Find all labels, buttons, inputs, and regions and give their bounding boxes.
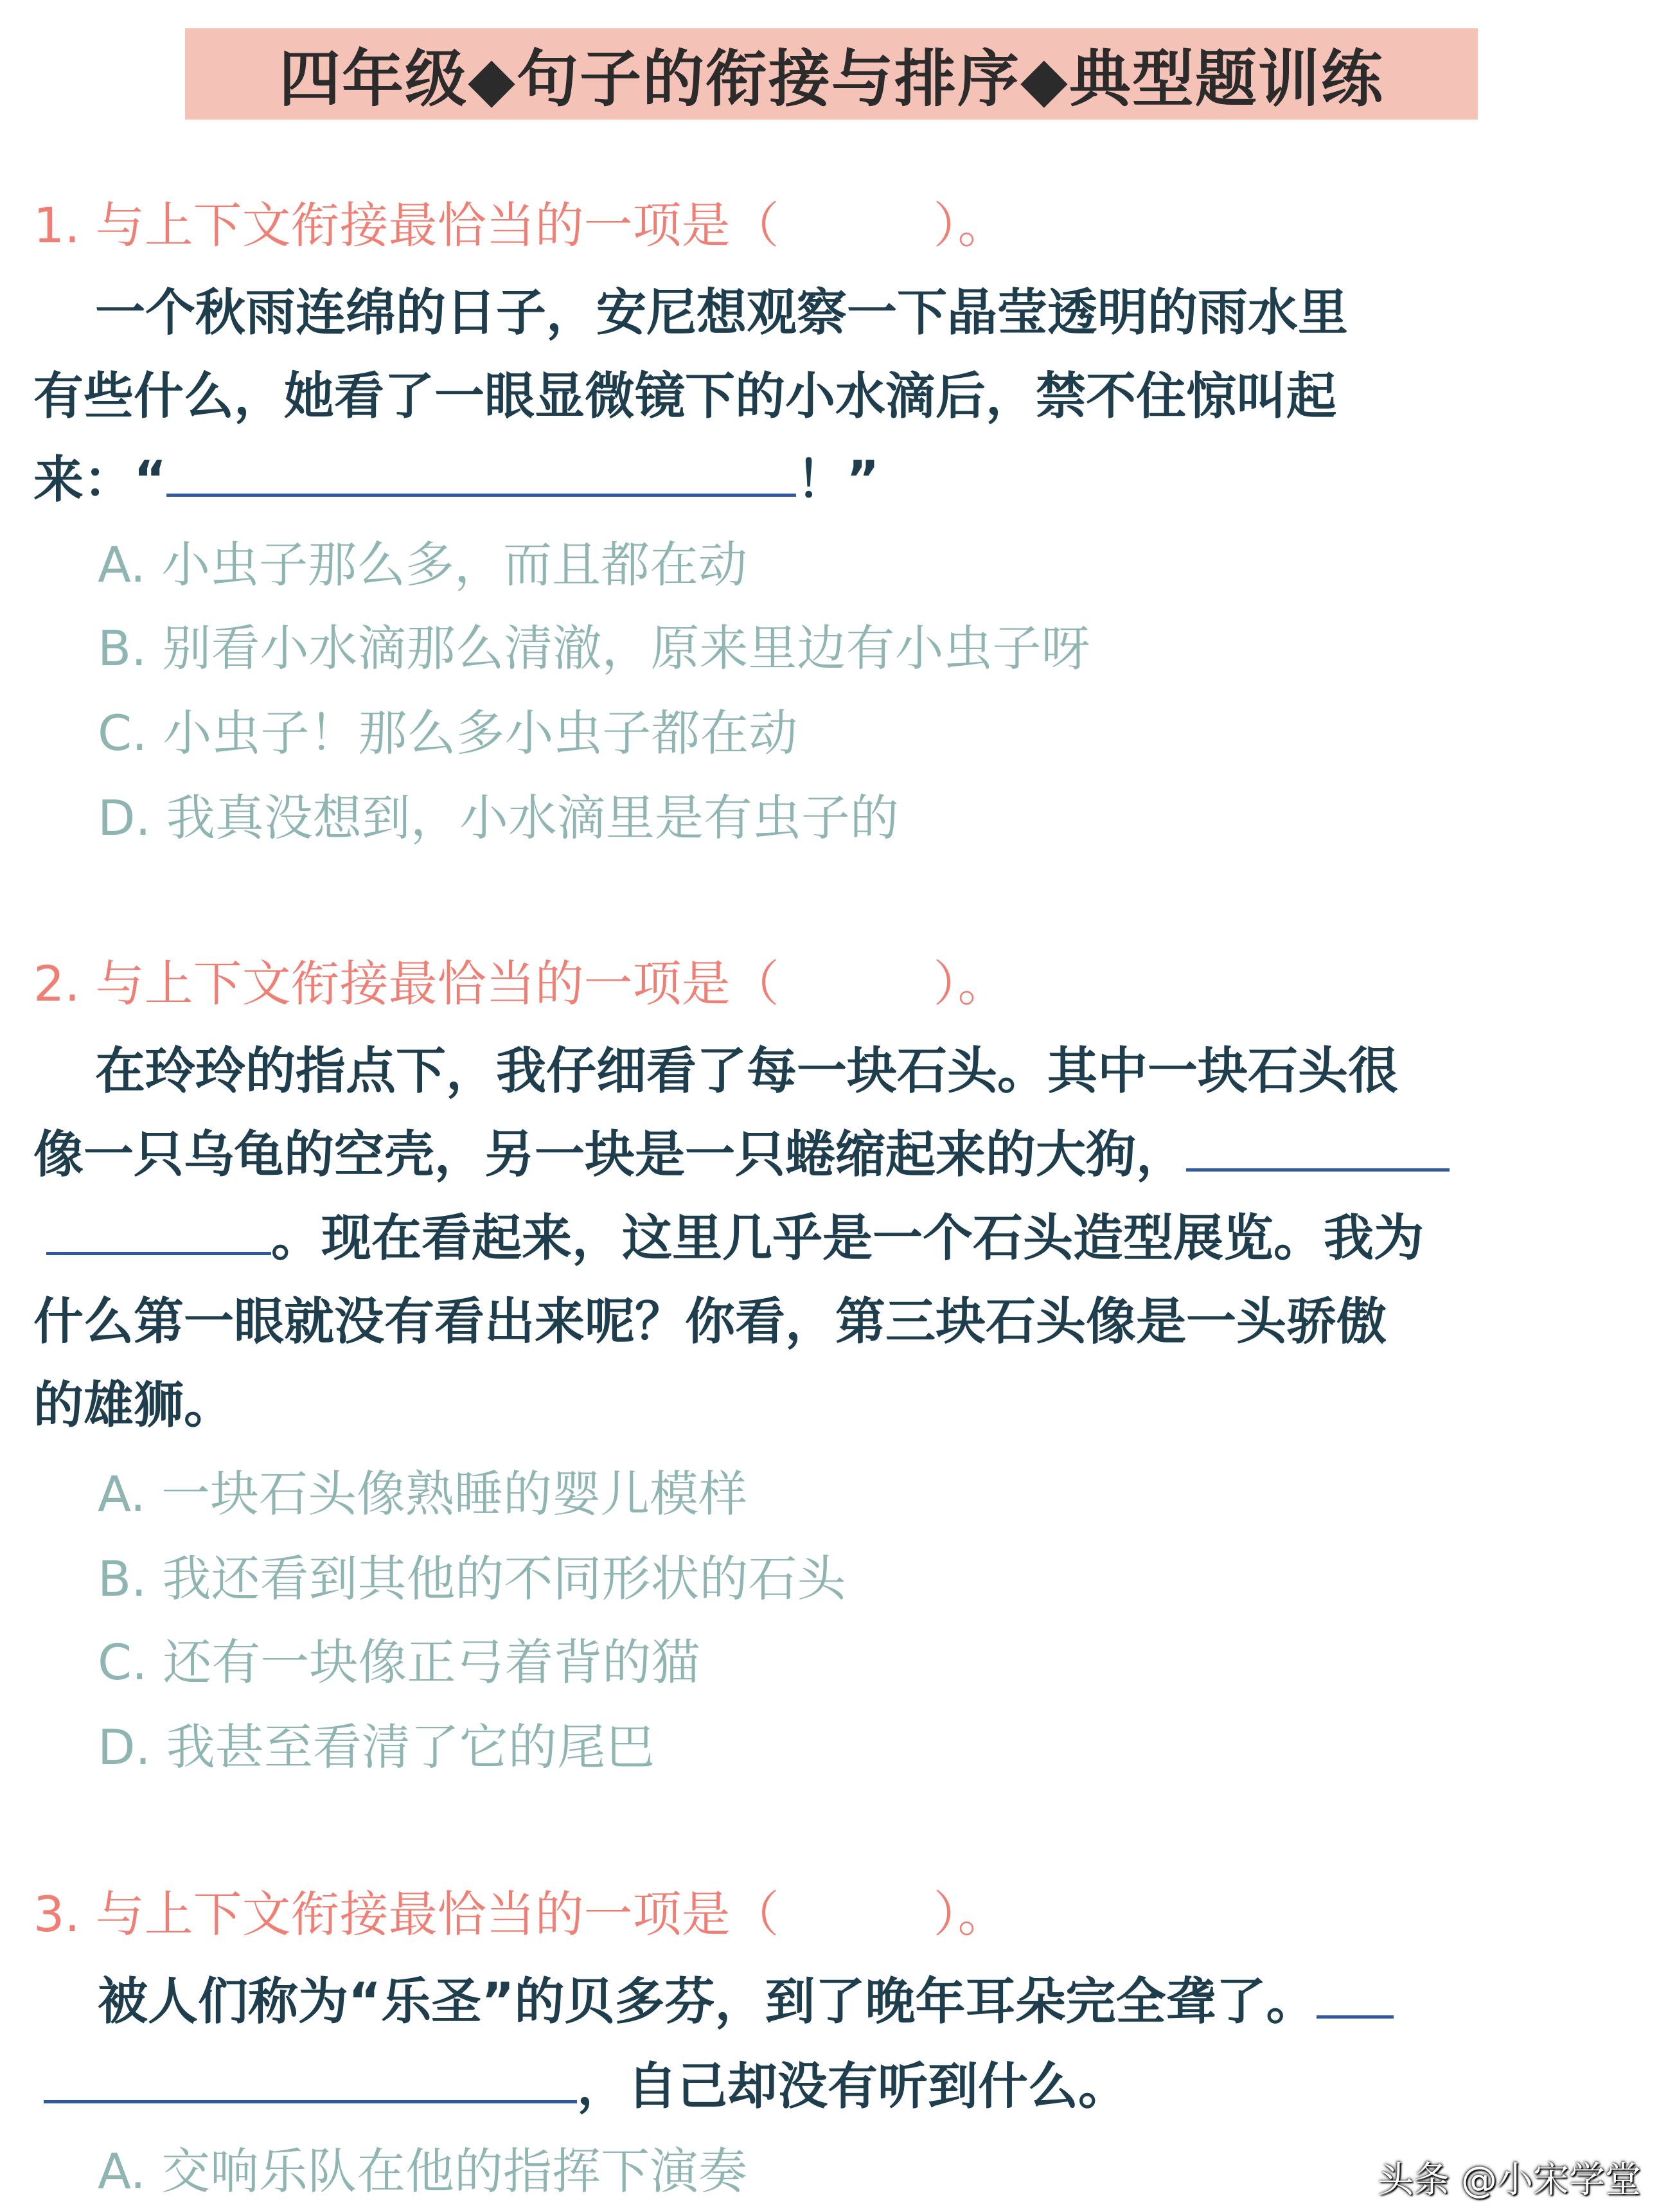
question-1-option-a: A. 小虫子那么多，而且都在动 (98, 536, 747, 593)
question-2-prompt-end: ）。 (933, 955, 1007, 1012)
question-2-line-3-text: 。现在看起来，这里几乎是一个石头造型展览。我为 (271, 1209, 1424, 1267)
question-1-prompt-end: ）。 (933, 197, 1007, 254)
question-2-prompt: 2. 与上下文衔接最恰当的一项是（ (33, 955, 779, 1012)
question-2-line-1: 在玲玲的指点下，我仔细看了每一块石头。其中一块石头很 (95, 1042, 1399, 1100)
fill-blank (166, 449, 796, 497)
fill-blank (44, 2055, 577, 2103)
question-1-line-1: 一个秋雨连绵的日子，安尼想观察一下晶莹透明的雨水里 (95, 284, 1349, 342)
fill-blank (1186, 1123, 1450, 1172)
page-title: 四年级◆句子的衔接与排序◆典型题训练 (279, 42, 1384, 115)
question-2-option-b: B. 我还看到其他的不同形状的石头 (98, 1550, 846, 1607)
question-2-heading (33, 945, 1007, 1015)
title-banner (185, 28, 1478, 120)
question-2-option-d: D. 我甚至看清了它的尾巴 (98, 1718, 655, 1776)
question-1-option-c: C. 小虫子！那么多小虫子都在动 (98, 704, 798, 762)
question-3-line-2-text: ，自己却没有听到什么。 (577, 2058, 1129, 2116)
question-3-option-a: A. 交响乐队在他的指挥下演奏 (98, 2143, 747, 2200)
question-2-option-a: A. 一块石头像熟睡的婴儿模样 (98, 1465, 747, 1522)
question-1-option-b: B. 别看小水滴那么清澈，原来里边有小虫子呀 (98, 620, 1090, 677)
question-2-line-4: 什么第一眼就没有看出来呢？你看，第三块石头像是一头骄傲 (33, 1293, 1387, 1351)
question-3-line-1 (98, 1961, 1394, 2033)
question-2-option-c: C. 还有一块像正弓着背的猫 (98, 1634, 700, 1691)
question-1-line-3 (33, 440, 880, 512)
question-1-line-3-end: ！” (796, 451, 880, 509)
question-1-line-3-start: 来：“ (33, 451, 167, 509)
question-3-prompt: 3. 与上下文衔接最恰当的一项是（ (33, 1886, 779, 1943)
question-2-line-5: 的雄狮。 (33, 1377, 235, 1434)
question-3-line-2 (44, 2046, 1128, 2118)
question-2-line-3 (46, 1198, 1424, 1270)
watermark: 头条 @小宋学堂 (1378, 2159, 1641, 2201)
question-2-line-2 (33, 1114, 1450, 1186)
fill-blank (46, 1207, 271, 1255)
question-1-prompt: 1. 与上下文衔接最恰当的一项是（ (33, 197, 779, 254)
question-1-line-2: 有些什么，她看了一眼显微镜下的小水滴后，禁不住惊叫起 (33, 368, 1337, 425)
question-3-heading (33, 1875, 1007, 1945)
question-1-option-d: D. 我真没想到，小水滴里是有虫子的 (98, 789, 899, 846)
question-2-line-2-text: 像一只乌龟的空壳，另一块是一只蜷缩起来的大狗， (33, 1126, 1187, 1184)
fill-blank (1317, 1970, 1394, 2019)
question-3-prompt-end: ）。 (933, 1886, 1007, 1943)
question-1-heading (33, 186, 1007, 256)
question-3-line-1-text: 被人们称为“乐圣”的贝多芬，到了晚年耳朵完全聋了。 (98, 1973, 1317, 2031)
